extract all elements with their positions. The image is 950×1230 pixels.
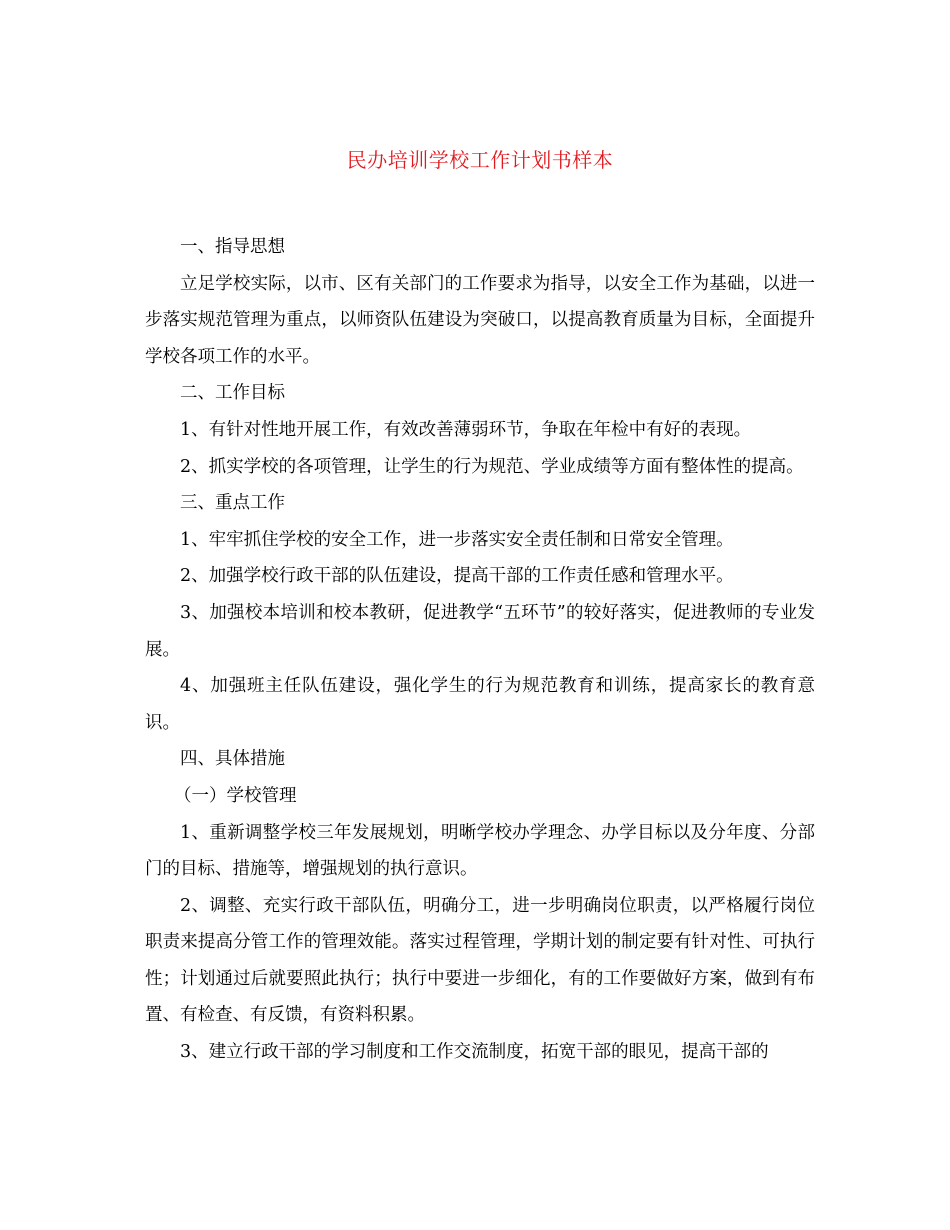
paragraph-measure-3: 3、建立行政干部的学习制度和工作交流制度，拓宽干部的眼见，提高干部的: [180, 1042, 769, 1063]
paragraph-key-work-2: 2、加强学校行政干部的队伍建设，提高干部的工作责任感和管理水平。: [180, 566, 734, 587]
heading-guiding-ideology: 一、指导思想: [180, 237, 285, 257]
paragraph-key-work-3: 3、加强校本培训和校本教研，促进教学“五环节”的较好落实，促进教师的专业发展。: [145, 602, 815, 660]
paragraph-key-work-4: 4、加强班主任队伍建设，强化学生的行为规范教育和训练，提高家长的教育意识。: [145, 676, 815, 733]
paragraph-goal-2: 2、抓实学校的各项管理，让学生的行为规范、学业成绩等方面有整体性的提高。: [180, 456, 804, 477]
paragraph-measure-2: 2、调整、充实行政干部队伍，明确分工，进一步明确岗位职责，以严格履行岗位职责来提高分管工作的管理效能。落实过程管理，学期计划的制定要有针对性、可执行性；计划通过后就要照此执行；执行中要进一步细化，有的工作要做好方案，做到有布置、有检查、有反馈，有资料积累。: [145, 895, 815, 1026]
document-body: [145, 229, 815, 1071]
document-title: 民办培训学校工作计划书样本: [346, 148, 614, 172]
heading-measures: 四、具体措施: [180, 749, 285, 770]
heading-key-work: 三、重点工作: [180, 493, 285, 514]
paragraph-key-work-1: 1、牢牢抓住学校的安全工作，进一步落实安全责任制和日常安全管理。: [180, 529, 734, 550]
heading-work-goals: 二、工作目标: [180, 383, 285, 404]
subheading-school-management: （一）学校管理: [174, 785, 297, 806]
paragraph-goal-1: 1、有针对性地开展工作，有效改善薄弱环节，争取在年检中有好的表现。: [180, 419, 752, 440]
paragraph-guiding-ideology: 立足学校实际，以市、区有关部门的工作要求为指导，以安全工作为基础，以进一步落实规范管理为重点，以师资队伍建设为突破口，以提高教育质量为目标，全面提升学校各项工作的水平。: [145, 273, 815, 367]
paragraph-measure-1: 1、重新调整学校三年发展规划，明晰学校办学理念、办学目标以及分年度、分部门的目标、措施等，增强规划的执行意识。: [145, 822, 815, 880]
